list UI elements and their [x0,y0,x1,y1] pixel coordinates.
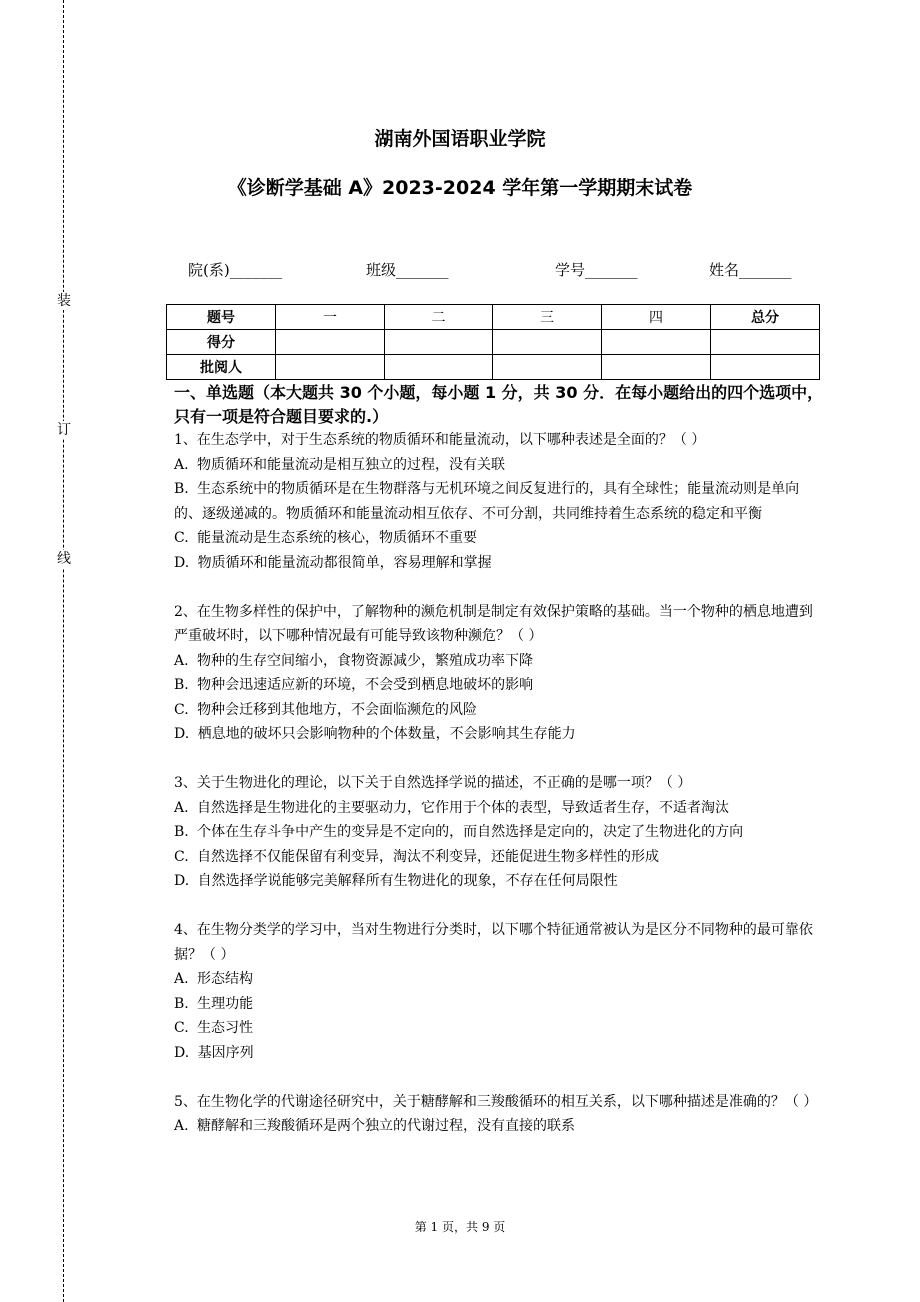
question-stem: 5、在生物化学的代谢途径研究中，关于糖酵解和三羧酸循环的相互关系，以下哪种描述是准确的？（ ） [174,1093,818,1110]
department-field: 院(系)_______ [188,261,283,279]
score-table [166,304,820,380]
grader-cell [602,355,711,380]
exam-title: 《诊断学基础 A》2023-2024 学年第一学期期末试卷 [227,177,693,199]
score-table-column-header: 一 [276,305,385,330]
option [174,796,824,821]
option-letter: A. [174,799,189,816]
page-number: 第 1 页，共 9 页 [414,1220,506,1234]
option [174,1114,824,1139]
school-title: 湖南外国语职业学院 [374,128,546,150]
score-table-row-header: 题号 [167,305,276,330]
question [174,918,824,1065]
question [174,600,824,747]
option [174,698,824,723]
score-table-column-header: 三 [493,305,602,330]
score-table-column-header: 总分 [711,305,820,330]
option-letter: C. [174,848,189,865]
option [174,820,824,845]
class-field: 班级_______ [366,261,449,279]
option [174,967,824,992]
option-letter: D. [174,1044,190,1061]
grader-cell [276,355,385,380]
option [174,722,824,747]
option-letter: A. [174,971,189,987]
option-text: 生理功能 [197,995,254,1012]
grader-cell [711,355,820,380]
score-table-header-row [167,305,820,330]
option-letter: A. [174,652,189,669]
option [174,992,824,1017]
option-text: 基因序列 [197,1044,254,1061]
binding-char-ding: 订 [57,422,71,438]
score-cell [493,330,602,355]
score-table-column-header: 二 [385,305,493,330]
option-text: 物种会迅速适应新的环境，不会受到栖息地破坏的影响 [197,677,534,693]
student-id-field: 学号_______ [555,261,638,279]
option-letter: D. [174,873,190,889]
option-text: 自然选择是生物进化的主要驱动力，它作用于个体的表型，导致适者生存，不适者淘汰 [196,799,729,816]
binding-char-zhuang: 装 [57,293,71,309]
option-text: 糖酵解和三羧酸循环是两个独立的代谢过程，没有直接的联系 [196,1118,575,1134]
option-letter: A. [174,456,189,473]
score-table-column-header: 四 [602,305,711,330]
option [174,453,824,478]
option-text: 形态结构 [196,971,253,987]
option-text: 个体在生存斗争中产生的变异是不定向的，而自然选择是定向的，决定了生物进化的方向 [197,824,744,840]
question-stem: 2、在生物多样性的保护中，了解物种的濒危机制是制定有效保护策略的基础。当一个物种的栖息地遭到严重破坏时，以下哪种情况最有可能导致该物种濒危？（ ） [174,603,813,644]
option-text: 生态系统中的物质循环是在生物群落与无机环境之间反复进行的，具有全球性；能量流动则是单向的、逐级递减的。物质循环和能量流动相互依存、不可分割，共同维持着生态系统的稳定和平衡 [174,481,800,522]
score-cell [602,330,711,355]
option [174,869,824,894]
option-text: 栖息地的破坏只会影响物种的个体数量，不会影响其生存能力 [197,726,576,742]
option [174,673,824,698]
section-heading: 一、单选题（本大题共 30 个小题，每小题 1 分，共 30 分．在每小题给出的四个选项中，只有一项是符合题目要求的.） [174,383,824,426]
option [174,1016,824,1041]
score-table-row-header: 批阅人 [167,355,276,380]
score-cell [276,330,385,355]
grader-cell [385,355,493,380]
option-letter: C. [174,1020,189,1036]
option-letter: D. [174,554,190,571]
score-table-row-header: 得分 [167,330,276,355]
binding-char-xian: 线 [57,551,71,567]
score-cell [711,330,820,355]
question-stem: 1、在生态学中，对于生态系统的物质循环和能量流动，以下哪种表述是全面的？（ ） [174,432,706,448]
option-letter: D. [174,726,190,742]
option [174,845,824,870]
question-list [174,428,824,1163]
name-field: 姓名_______ [709,261,792,279]
question [174,428,824,575]
option-letter: B. [174,995,189,1012]
option-letter: B. [174,824,189,840]
option-text: 物质循环和能量流动是相互独立的过程，没有关联 [196,456,505,473]
option-text: 生态习性 [197,1020,254,1036]
grader-cell [493,355,602,380]
option-letter: C. [174,530,189,546]
option-text: 物种的生存空间缩小，食物资源减少，繁殖成功率下降 [196,652,533,669]
score-table-grader-row [167,355,820,380]
option-letter: B. [174,481,189,497]
question [174,1090,824,1139]
question-stem: 4、在生物分类学的学习中，当对生物进行分类时，以下哪个特征通常被认为是区分不同物种的最可靠依据？（ ） [174,922,813,963]
option-text: 自然选择学说能够完美解释所有生物进化的现象，不存在任何局限性 [197,873,618,889]
question [174,771,824,894]
option-letter: C. [174,701,189,718]
option [174,477,824,526]
option-letter: A. [174,1118,189,1134]
option-text: 能量流动是生态系统的核心，物质循环不重要 [197,530,478,546]
score-table-score-row [167,330,820,355]
option [174,526,824,551]
option-text: 自然选择不仅能保留有利变异，淘汰不利变异，还能促进生物多样性的形成 [197,848,660,865]
option-text: 物种会迁移到其他地方，不会面临濒危的风险 [197,701,478,718]
option-letter: B. [174,677,189,693]
question-stem: 3、关于生物进化的理论，以下关于自然选择学说的描述，不正确的是哪一项？（ ） [174,775,692,791]
score-cell [385,330,493,355]
option [174,1041,824,1066]
option [174,551,824,576]
option-text: 物质循环和能量流动都很简单，容易理解和掌握 [197,554,492,571]
option [174,649,824,674]
